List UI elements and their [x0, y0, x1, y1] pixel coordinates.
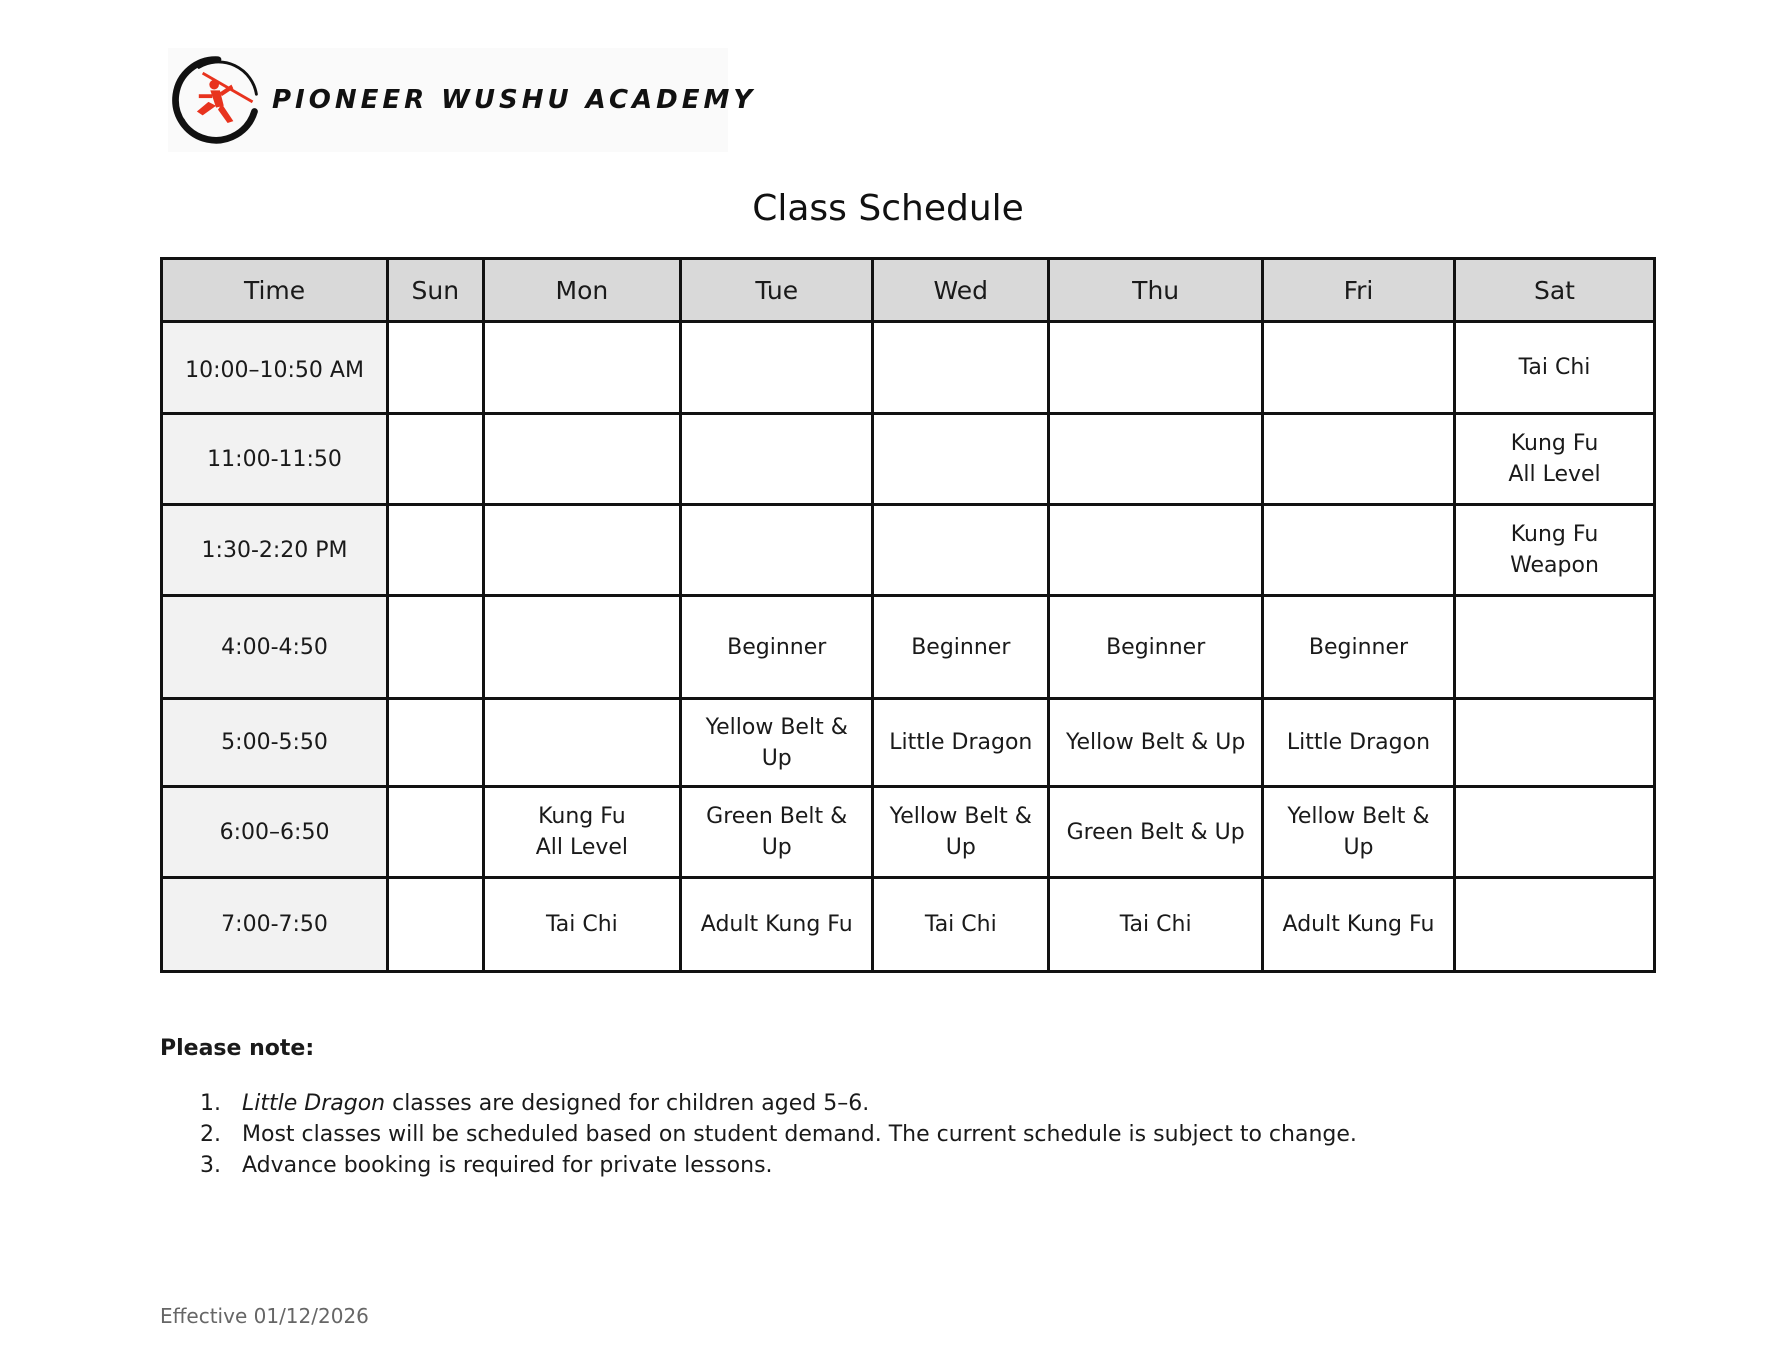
class-cell: Tai Chi: [1049, 878, 1263, 972]
class-cell: [1049, 414, 1263, 505]
class-cell: [1454, 787, 1654, 878]
class-cell: [388, 878, 483, 972]
notes-list: [160, 1088, 1357, 1181]
list-number: 3.: [200, 1153, 221, 1178]
list-number: 1.: [200, 1091, 221, 1116]
class-cell: Green Belt & Up: [681, 787, 873, 878]
class-cell: Yellow Belt & Up: [681, 699, 873, 787]
class-cell: Beginner: [681, 596, 873, 699]
class-cell: Yellow Belt & Up: [1262, 787, 1454, 878]
list-body: Most classes will be scheduled based on student demand. The current schedule is subject to change.: [242, 1122, 1357, 1147]
class-cell: [483, 322, 681, 414]
time-cell: 4:00-4:50: [162, 596, 388, 699]
list-item: [160, 1119, 1357, 1150]
table-row: [162, 414, 1655, 505]
table-row: [162, 699, 1655, 787]
class-cell: Tai Chi: [1454, 322, 1654, 414]
logo-text: PIONEER WUSHU ACADEMY: [272, 85, 757, 115]
class-cell: [681, 414, 873, 505]
class-cell: [388, 505, 483, 596]
list-item: [160, 1088, 1357, 1119]
class-cell: [388, 414, 483, 505]
class-cell: Adult Kung Fu: [681, 878, 873, 972]
class-cell: [1454, 596, 1654, 699]
class-cell: [1262, 505, 1454, 596]
header-mon: Mon: [483, 259, 681, 322]
class-schedule-table: [160, 257, 1656, 973]
class-cell: [483, 699, 681, 787]
class-cell: [1049, 505, 1263, 596]
wushu-figure-logo-icon: [170, 52, 266, 148]
time-cell: 6:00–6:50: [162, 787, 388, 878]
class-cell: [1454, 878, 1654, 972]
class-cell: [1262, 322, 1454, 414]
class-cell: [483, 505, 681, 596]
list-body: classes are designed for children aged 5–6.: [385, 1091, 870, 1116]
list-number: 2.: [200, 1122, 221, 1147]
list-body: Advance booking is required for private lessons.: [242, 1153, 773, 1178]
class-cell: Yellow Belt & Up: [873, 787, 1049, 878]
class-cell: [681, 322, 873, 414]
class-cell: Beginner: [1262, 596, 1454, 699]
class-cell: [873, 505, 1049, 596]
class-cell: Kung Fu All Level: [483, 787, 681, 878]
class-cell: Yellow Belt & Up: [1049, 699, 1263, 787]
time-cell: 11:00-11:50: [162, 414, 388, 505]
class-cell: [388, 322, 483, 414]
table-row: [162, 878, 1655, 972]
class-cell: Green Belt & Up: [1049, 787, 1263, 878]
class-cell: Tai Chi: [873, 878, 1049, 972]
class-cell: [483, 596, 681, 699]
class-cell: [873, 414, 1049, 505]
time-cell: 7:00-7:50: [162, 878, 388, 972]
class-cell: [873, 322, 1049, 414]
class-cell: Little Dragon: [1262, 699, 1454, 787]
time-cell: 10:00–10:50 AM: [162, 322, 388, 414]
time-cell: 5:00-5:50: [162, 699, 388, 787]
header-wed: Wed: [873, 259, 1049, 322]
header-thu: Thu: [1049, 259, 1263, 322]
table-row: [162, 322, 1655, 414]
class-cell: Adult Kung Fu: [1262, 878, 1454, 972]
table-row: [162, 505, 1655, 596]
class-cell: [388, 699, 483, 787]
effective-date: Effective 01/12/2026: [160, 1304, 369, 1328]
class-cell: Tai Chi: [483, 878, 681, 972]
class-cell: Kung Fu All Level: [1454, 414, 1654, 505]
header-row: [162, 259, 1655, 322]
list-item: [160, 1150, 1357, 1181]
academy-logo: [168, 48, 757, 152]
table-row: [162, 596, 1655, 699]
class-cell: [1049, 322, 1263, 414]
list-emphasis: Little Dragon: [242, 1091, 386, 1116]
notes-heading: Please note:: [160, 1036, 315, 1061]
class-cell: [1262, 414, 1454, 505]
time-cell: 1:30-2:20 PM: [162, 505, 388, 596]
list-text: [242, 1088, 869, 1119]
class-cell: [681, 505, 873, 596]
header-tue: Tue: [681, 259, 873, 322]
header-sun: Sun: [388, 259, 483, 322]
header-fri: Fri: [1262, 259, 1454, 322]
class-cell: [388, 596, 483, 699]
class-cell: Little Dragon: [873, 699, 1049, 787]
class-cell: [388, 787, 483, 878]
table-row: [162, 787, 1655, 878]
class-cell: Beginner: [1049, 596, 1263, 699]
class-cell: [483, 414, 681, 505]
class-cell: Kung Fu Weapon: [1454, 505, 1654, 596]
class-cell: [1454, 699, 1654, 787]
class-cell: Beginner: [873, 596, 1049, 699]
header-sat: Sat: [1454, 259, 1654, 322]
page-title: Class Schedule: [752, 188, 1024, 229]
header-time: Time: [162, 259, 388, 322]
